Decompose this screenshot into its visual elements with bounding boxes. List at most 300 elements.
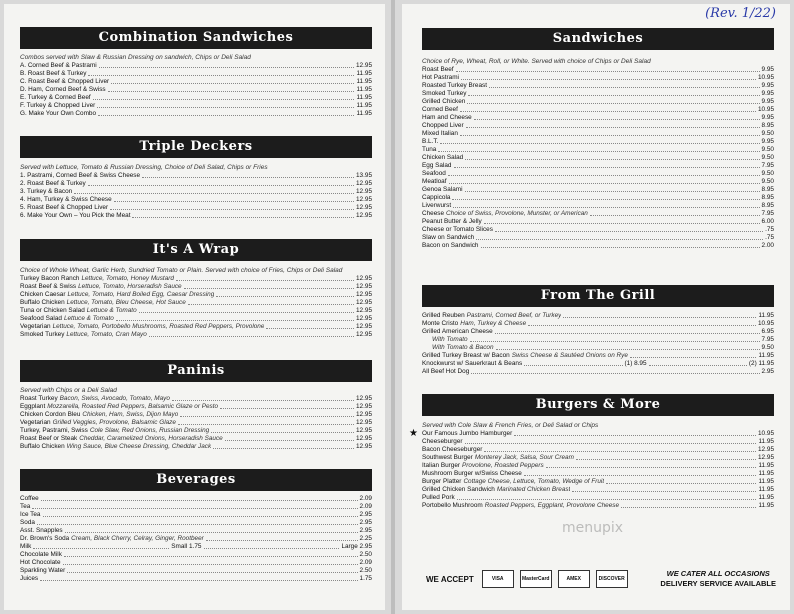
menu-item-description: Cottage Cheese, Lettuce, Tomato, Wedge of Fruit <box>463 478 605 485</box>
menu-item-name: F. Turkey & Chopped Liver <box>20 102 96 109</box>
dot-leader <box>528 320 756 326</box>
menu-item-name: Corned Beef <box>422 106 458 113</box>
menu-item <box>422 146 774 154</box>
burgers-and-more-section <box>409 421 774 510</box>
menu-item-name: Tea <box>20 503 31 510</box>
dot-leader <box>461 74 756 80</box>
dot-leader <box>576 454 756 460</box>
menu-item-name: Cappicola <box>422 194 451 201</box>
dot-leader <box>213 443 354 449</box>
menu-item-description: Lettuce & Tomato <box>63 315 114 322</box>
dot-leader <box>449 178 760 184</box>
menu-item <box>422 66 774 74</box>
menu-item <box>422 186 774 194</box>
menu-item <box>422 178 774 186</box>
menu-item-description: Lettuce, Tomato, Hard Boiled Egg, Caesar Dressing <box>67 291 215 298</box>
section-intro: Served with Cole Slaw & French Fries, or Deli Salad or Chips <box>422 422 599 429</box>
star-icon: ★ <box>409 428 418 439</box>
menu-item <box>20 519 372 527</box>
menu-item <box>422 218 774 226</box>
menu-item <box>20 331 372 339</box>
dot-leader <box>63 559 358 565</box>
dot-leader <box>448 170 760 176</box>
dot-leader <box>466 122 760 128</box>
dot-leader <box>496 344 760 350</box>
menu-item-name: Chocolate Milk <box>20 551 62 558</box>
menu-item-description: Cheddar, Caramelized Onions, Horseradish Sauce <box>79 435 223 442</box>
dot-leader <box>460 130 760 136</box>
menu-item-name: Smoked Turkey <box>20 331 65 338</box>
menu-item-price: 12.95 <box>356 188 372 195</box>
menu-item <box>422 74 774 82</box>
menu-item-price: 9.50 <box>761 170 774 177</box>
menu-item-price: 10.95 <box>758 430 774 437</box>
dot-leader <box>220 403 354 409</box>
menu-item <box>20 527 372 535</box>
menu-item-price: 12.95 <box>356 275 372 282</box>
menu-item-name: D. Ham, Corned Beef & Swiss <box>20 86 106 93</box>
menu-item-name: 4. Ham, Turkey & Swiss Cheese <box>20 196 112 203</box>
menu-item <box>20 395 372 403</box>
menu-item <box>422 122 774 130</box>
menu-item-price: 2.09 <box>359 503 372 510</box>
menu-item <box>422 328 774 336</box>
mastercard-icon: MasterCard <box>520 570 552 588</box>
menu-item-price-small: (1) 8.95 <box>624 360 647 367</box>
menu-item-price: 7.95 <box>761 162 774 169</box>
menu-item-name: 6. Make Your Own – You Pick the Meat <box>20 212 131 219</box>
menu-item-name: Roast Beef & Swiss <box>20 283 77 290</box>
menu-item-price: 12.95 <box>356 283 372 290</box>
dot-leader <box>465 438 757 444</box>
menu-item <box>20 212 372 220</box>
menu-item-name: Cheese <box>422 210 445 217</box>
menu-item-price: 12.95 <box>356 427 372 434</box>
menu-item-price: 2.09 <box>359 495 372 502</box>
menu-item-price: 12.95 <box>356 212 372 219</box>
dot-leader <box>495 226 763 232</box>
menu-item-name: Burger Platter <box>422 478 462 485</box>
menu-item-name: Chicken Salad <box>422 154 464 161</box>
menu-item <box>422 478 774 486</box>
dot-leader <box>457 494 757 500</box>
triple-deckers-heading: Triple Deckers <box>20 136 372 158</box>
dot-leader <box>142 172 354 178</box>
menu-item-name: Milk <box>20 543 32 550</box>
menu-item <box>422 360 774 368</box>
dot-leader <box>178 419 354 425</box>
menu-item-name: Cheeseburger <box>422 438 463 445</box>
menu-item-name: Coffee <box>20 495 39 502</box>
menu-item-name: With Tomato <box>432 336 468 343</box>
menu-item-name: Ice Tea <box>20 511 41 518</box>
menu-item-name: E. Turkey & Corned Beef <box>20 94 91 101</box>
menu-item <box>20 419 372 427</box>
menu-item-name: Grilled Turkey Breast w/ Bacon <box>422 352 510 359</box>
menu-item-description: Grilled Veggies, Provolone, Balsamic Glaze <box>52 419 176 426</box>
dot-leader <box>43 511 358 517</box>
dot-leader <box>132 212 354 218</box>
beverages-heading: Beverages <box>20 469 372 491</box>
menu-item <box>20 495 372 503</box>
menu-item-name: Roast Beef <box>422 66 454 73</box>
menu-item-price: 2.50 <box>359 567 372 574</box>
discover-card-icon: DISCOVER <box>596 570 628 588</box>
visa-card-icon: VISA <box>482 570 514 588</box>
section-intro: Served with Chips or a Deli Salad <box>20 387 117 394</box>
menu-item <box>20 323 372 331</box>
dot-leader <box>476 234 763 240</box>
dot-leader <box>41 495 358 501</box>
menu-item-name: Buffalo Chicken <box>20 299 65 306</box>
menu-item-price-small: Small 1.75 <box>171 543 202 550</box>
dot-leader <box>454 162 760 168</box>
menu-item-name: Peanut Butter & Jelly <box>422 218 482 225</box>
menu-item-name: Seafood Salad <box>20 315 62 322</box>
menu-item-price: 9.95 <box>761 98 774 105</box>
dot-leader <box>470 336 760 342</box>
menu-item <box>422 344 774 352</box>
from-the-grill-section <box>422 312 774 376</box>
menu-item-price: 2.25 <box>359 535 372 542</box>
dot-leader <box>590 210 760 216</box>
menu-item-price: 8.95 <box>761 122 774 129</box>
menu-item-description: Chicken, Ham, Swiss, Dijon Mayo <box>82 411 179 418</box>
menu-item-name: Tuna or Chicken Salad <box>20 307 85 314</box>
menu-item-price: 7.95 <box>761 336 774 343</box>
menu-item-price: 9.50 <box>761 154 774 161</box>
menu-item-price: 2.50 <box>359 551 372 558</box>
menu-item-price: 9.50 <box>761 344 774 351</box>
menu-item-name: Grilled Chicken Sandwich <box>422 486 495 493</box>
menu-item-price: 8.95 <box>761 186 774 193</box>
menu-item-name: Genoa Salami <box>422 186 463 193</box>
dot-leader <box>563 312 756 318</box>
menu-item-price: 10.95 <box>758 106 774 113</box>
dot-leader <box>211 427 354 433</box>
menu-item <box>422 82 774 90</box>
menu-item <box>422 90 774 98</box>
menu-item-price: 12.95 <box>356 395 372 402</box>
menu-item-price: Large 2.95 <box>341 543 372 550</box>
catering-notice <box>660 569 776 589</box>
dot-leader <box>572 486 756 492</box>
its-a-wrap-section <box>20 266 372 339</box>
menu-item-name: B.L.T. <box>422 138 439 145</box>
dot-leader <box>149 331 354 337</box>
menu-item-price: 10.95 <box>758 320 774 327</box>
menu-item-price: (2) 11.95 <box>748 360 774 367</box>
menu-item-name: Portobello Mushroom <box>422 502 483 509</box>
menu-item <box>20 291 372 299</box>
dot-leader <box>468 90 759 96</box>
menu-item <box>422 234 774 242</box>
menu-item <box>422 138 774 146</box>
menu-item-price: 1.75 <box>359 575 372 582</box>
menu-item <box>422 106 774 114</box>
dot-leader <box>98 110 354 116</box>
menu-item-price: 12.95 <box>356 307 372 314</box>
menu-item-price: 9.95 <box>761 114 774 121</box>
dot-leader <box>110 204 354 210</box>
menu-item-price: 2.95 <box>359 511 372 518</box>
menu-item-price: 2.00 <box>761 242 774 249</box>
menu-item <box>422 202 774 210</box>
menu-item-price: 11.95 <box>356 94 372 101</box>
dot-leader <box>37 519 358 525</box>
menu-item-price: 11.95 <box>758 486 774 493</box>
menu-item-description: Lettuce & Tomato <box>86 307 137 314</box>
menu-item-price: 12.95 <box>758 454 774 461</box>
menu-item-description: Lettuce, Tomato, Cran Mayo <box>66 331 147 338</box>
menu-item <box>20 188 372 196</box>
menu-item-price: 11.95 <box>758 312 774 319</box>
dot-leader <box>33 543 169 549</box>
menu-item-price: 9.95 <box>761 138 774 145</box>
menu-item-description: Lettuce, Tomato, Portobello Mushrooms, Roasted Red Peppers, Provolone <box>52 323 265 330</box>
dot-leader <box>176 275 354 281</box>
menu-item-price: 11.95 <box>356 110 372 117</box>
dot-leader <box>524 470 757 476</box>
menu-item <box>20 299 372 307</box>
dot-leader <box>88 180 354 186</box>
menu-item <box>422 462 774 470</box>
menu-item <box>422 162 774 170</box>
menu-item-description: Cole Slaw, Red Onions, Russian Dressing <box>89 427 210 434</box>
menu-item-name: Bacon Cheeseburger <box>422 446 483 453</box>
menu-item-description: Bacon, Swiss, Avocado, Tomato, Mayo <box>59 395 170 402</box>
dot-leader <box>452 194 759 200</box>
menu-item-price: 11.95 <box>758 478 774 485</box>
watermark: menupix <box>562 520 624 536</box>
menu-item-name: Eggplant <box>20 403 46 410</box>
dot-leader <box>489 82 760 88</box>
page-fold <box>391 0 395 614</box>
dot-leader <box>216 291 354 297</box>
menu-item-price: 9.95 <box>761 90 774 97</box>
menu-item <box>20 172 372 180</box>
menu-item-name: Roast Beef or Steak <box>20 435 78 442</box>
menu-item-name: Seafood <box>422 170 446 177</box>
menu-item <box>422 154 774 162</box>
dot-leader <box>495 328 760 334</box>
dot-leader <box>438 146 759 152</box>
menu-item-name: Roasted Turkey Breast <box>422 82 488 89</box>
menu-item <box>20 102 372 110</box>
menu-item-description: Monterey Jack, Salsa, Sour Cream <box>474 454 574 461</box>
menu-item-name: Hot Pastrami <box>422 74 459 81</box>
its-a-wrap-heading: It's A Wrap <box>20 239 372 261</box>
menu-item <box>20 70 372 78</box>
menu-item-name: G. Make Your Own Combo <box>20 110 97 117</box>
paninis-section <box>20 386 372 451</box>
menu-item-name: C. Roast Beef & Chopped Liver <box>20 78 110 85</box>
menu-item-price: 12.95 <box>356 331 372 338</box>
delivery-line: DELIVERY SERVICE AVAILABLE <box>660 579 776 588</box>
menu-item-price: .75 <box>765 226 774 233</box>
menu-item-name: Tuna <box>422 146 437 153</box>
menu-item <box>20 503 372 511</box>
menu-item <box>422 98 774 106</box>
menu-item <box>422 312 774 320</box>
menu-item <box>20 567 372 575</box>
menu-item-price: 2.95 <box>761 368 774 375</box>
dot-leader <box>440 138 759 144</box>
dot-leader <box>460 106 756 112</box>
menu-item-price: 6.95 <box>761 328 774 335</box>
paninis-heading: Paninis <box>20 360 372 382</box>
menu-item-price: 11.95 <box>356 70 372 77</box>
menu-item-price: 12.95 <box>758 446 774 453</box>
dot-leader <box>139 307 354 313</box>
menu-item-name: Vegetarian <box>20 419 51 426</box>
menu-item-price: 9.95 <box>761 82 774 89</box>
menu-item <box>422 454 774 462</box>
menu-item <box>422 194 774 202</box>
menu-item-price: 12.95 <box>356 315 372 322</box>
menu-item-name: Southwest Burger <box>422 454 473 461</box>
menu-item-name: 1. Pastrami, Corned Beef & Swiss Cheese <box>20 172 141 179</box>
menu-item-name: All Beef Hot Dog <box>422 368 470 375</box>
dot-leader <box>465 186 760 192</box>
section-intro: Combos served with Slaw & Russian Dressing on sandwich, Chips or Deli Salad <box>20 54 251 61</box>
menu-item-price: 12.95 <box>356 196 372 203</box>
menu-item-name: Asst. Snapples <box>20 527 63 534</box>
dot-leader <box>467 98 759 104</box>
menu-item-name: Monte Cristo <box>422 320 459 327</box>
menu-item-name: Cheese or Tomato Slices <box>422 226 493 233</box>
menu-item <box>422 368 774 376</box>
menu-item <box>20 78 372 86</box>
menu-item <box>422 446 774 454</box>
menu-item-name: Our Famous Jumbo Hamburger <box>422 430 513 437</box>
menu-item-name: Dr. Brown's Soda <box>20 535 70 542</box>
dot-leader <box>88 70 354 76</box>
menu-item <box>422 114 774 122</box>
menu-item <box>20 307 372 315</box>
dot-leader <box>606 478 756 484</box>
section-intro: Choice of Whole Wheat, Garlic Herb, Sundried Tomato or Plain. Served with choice of Fries, Chips or Deli Salad <box>20 267 343 274</box>
dot-leader <box>524 360 622 366</box>
menu-item <box>422 470 774 478</box>
menu-item-description: Lettuce, Tomato, Bleu Cheese, Hot Sauce <box>66 299 186 306</box>
dot-leader <box>184 283 354 289</box>
dot-leader <box>484 446 756 452</box>
burgers-and-more-heading: Burgers & More <box>422 394 774 416</box>
section-intro: Served with Lettuce, Tomato & Russian Dressing, Choice of Deli Salad, Chips or Fries <box>20 164 268 171</box>
dot-leader <box>465 154 759 160</box>
menu-item-price: 12.95 <box>356 323 372 330</box>
dot-leader <box>74 188 354 194</box>
menu-item-name: Mixed Italian <box>422 130 458 137</box>
menu-item <box>20 427 372 435</box>
dot-leader <box>99 62 354 68</box>
combination-sandwiches-heading: Combination Sandwiches <box>20 27 372 49</box>
menu-item-name: Egg Salad <box>422 162 452 169</box>
menu-item-price: 13.95 <box>356 172 372 179</box>
menu-item-price: 2.09 <box>359 559 372 566</box>
menu-item-description: Lettuce, Tomato, Horseradish Sauce <box>78 283 182 290</box>
menu-item-price: 11.95 <box>758 502 774 509</box>
dot-leader <box>649 360 747 366</box>
menu-item <box>422 320 774 328</box>
dot-leader <box>172 395 354 401</box>
beverages-section <box>20 495 372 583</box>
menu-item-price: 11.95 <box>758 470 774 477</box>
menu-item-name: Grilled American Cheese <box>422 328 493 335</box>
menu-item-name: Liverwurst <box>422 202 452 209</box>
menu-item-price: .75 <box>765 234 774 241</box>
dot-leader <box>546 462 757 468</box>
menu-item-name: Slaw on Sandwich <box>422 234 475 241</box>
menu-item-name: Vegetarian <box>20 323 51 330</box>
menu-item <box>409 428 774 439</box>
menu-item-name: Ham and Cheese <box>422 114 472 121</box>
menu-item <box>20 110 372 118</box>
menu-item-price: 9.95 <box>761 66 774 73</box>
dot-leader <box>456 66 760 72</box>
section-intro: Choice of Rye, Wheat, Roll, or White. Served with choice of Chips or Deli Salad <box>422 58 651 65</box>
menu-item-price: 11.95 <box>356 86 372 93</box>
menu-item <box>20 535 372 543</box>
menu-item-name: Bacon on Sandwich <box>422 242 479 249</box>
menu-item <box>20 204 372 212</box>
menu-item-price: 11.95 <box>356 102 372 109</box>
amex-card-icon: AMEX <box>558 570 590 588</box>
menu-item-price: 8.95 <box>761 194 774 201</box>
menu-item-name: 3. Turkey & Bacon <box>20 188 73 195</box>
menu-item-price: 12.95 <box>356 291 372 298</box>
menu-item-price: 9.50 <box>761 178 774 185</box>
menu-item <box>422 170 774 178</box>
menu-item <box>422 494 774 502</box>
menu-item-name: 2. Roast Beef & Turkey <box>20 180 86 187</box>
menu-item <box>20 283 372 291</box>
menu-item-price: 12.95 <box>356 403 372 410</box>
menu-item-name: Meatloaf <box>422 178 447 185</box>
menu-item-name: Chicken Caesar <box>20 291 66 298</box>
dot-leader <box>111 78 354 84</box>
menu-item-description: Provolone, Roasted Peppers <box>462 462 544 469</box>
menu-item-name: A. Corned Beef & Pastrami <box>20 62 97 69</box>
menu-item-price: 12.95 <box>356 204 372 211</box>
menu-item-name: Turkey Bacon Ranch <box>20 275 80 282</box>
from-the-grill-heading: From The Grill <box>422 285 774 307</box>
menu-item-name: Turkey, Pastrami, Swiss <box>20 427 88 434</box>
menu-item-name: Pulled Pork <box>422 494 455 501</box>
menu-item <box>422 130 774 138</box>
sandwiches-section <box>422 57 774 250</box>
we-accept-label: WE ACCEPT <box>426 574 474 584</box>
dot-leader <box>116 315 354 321</box>
menu-item <box>20 575 372 583</box>
dot-leader <box>225 435 354 441</box>
menu-item-description: Mozzarella, Roasted Red Peppers, Balsamic Glaze or Pesto <box>47 403 219 410</box>
menu-item-description: Pastrami, Corned Beef, or Turkey <box>466 312 562 319</box>
menu-item-price: 12.95 <box>356 299 372 306</box>
menu-item <box>20 62 372 70</box>
dot-leader <box>453 202 759 208</box>
dot-leader <box>65 527 358 533</box>
menu-item-description: Ham, Turkey & Cheese <box>460 320 527 327</box>
menu-item <box>20 94 372 102</box>
dot-leader <box>204 543 340 549</box>
dot-leader <box>630 352 757 358</box>
menu-item-name: Knockwurst w/ Sauerkraut & Beans <box>422 360 523 367</box>
menu-item-name: Roast Turkey <box>20 395 58 402</box>
menu-item <box>20 180 372 188</box>
menu-item <box>20 551 372 559</box>
